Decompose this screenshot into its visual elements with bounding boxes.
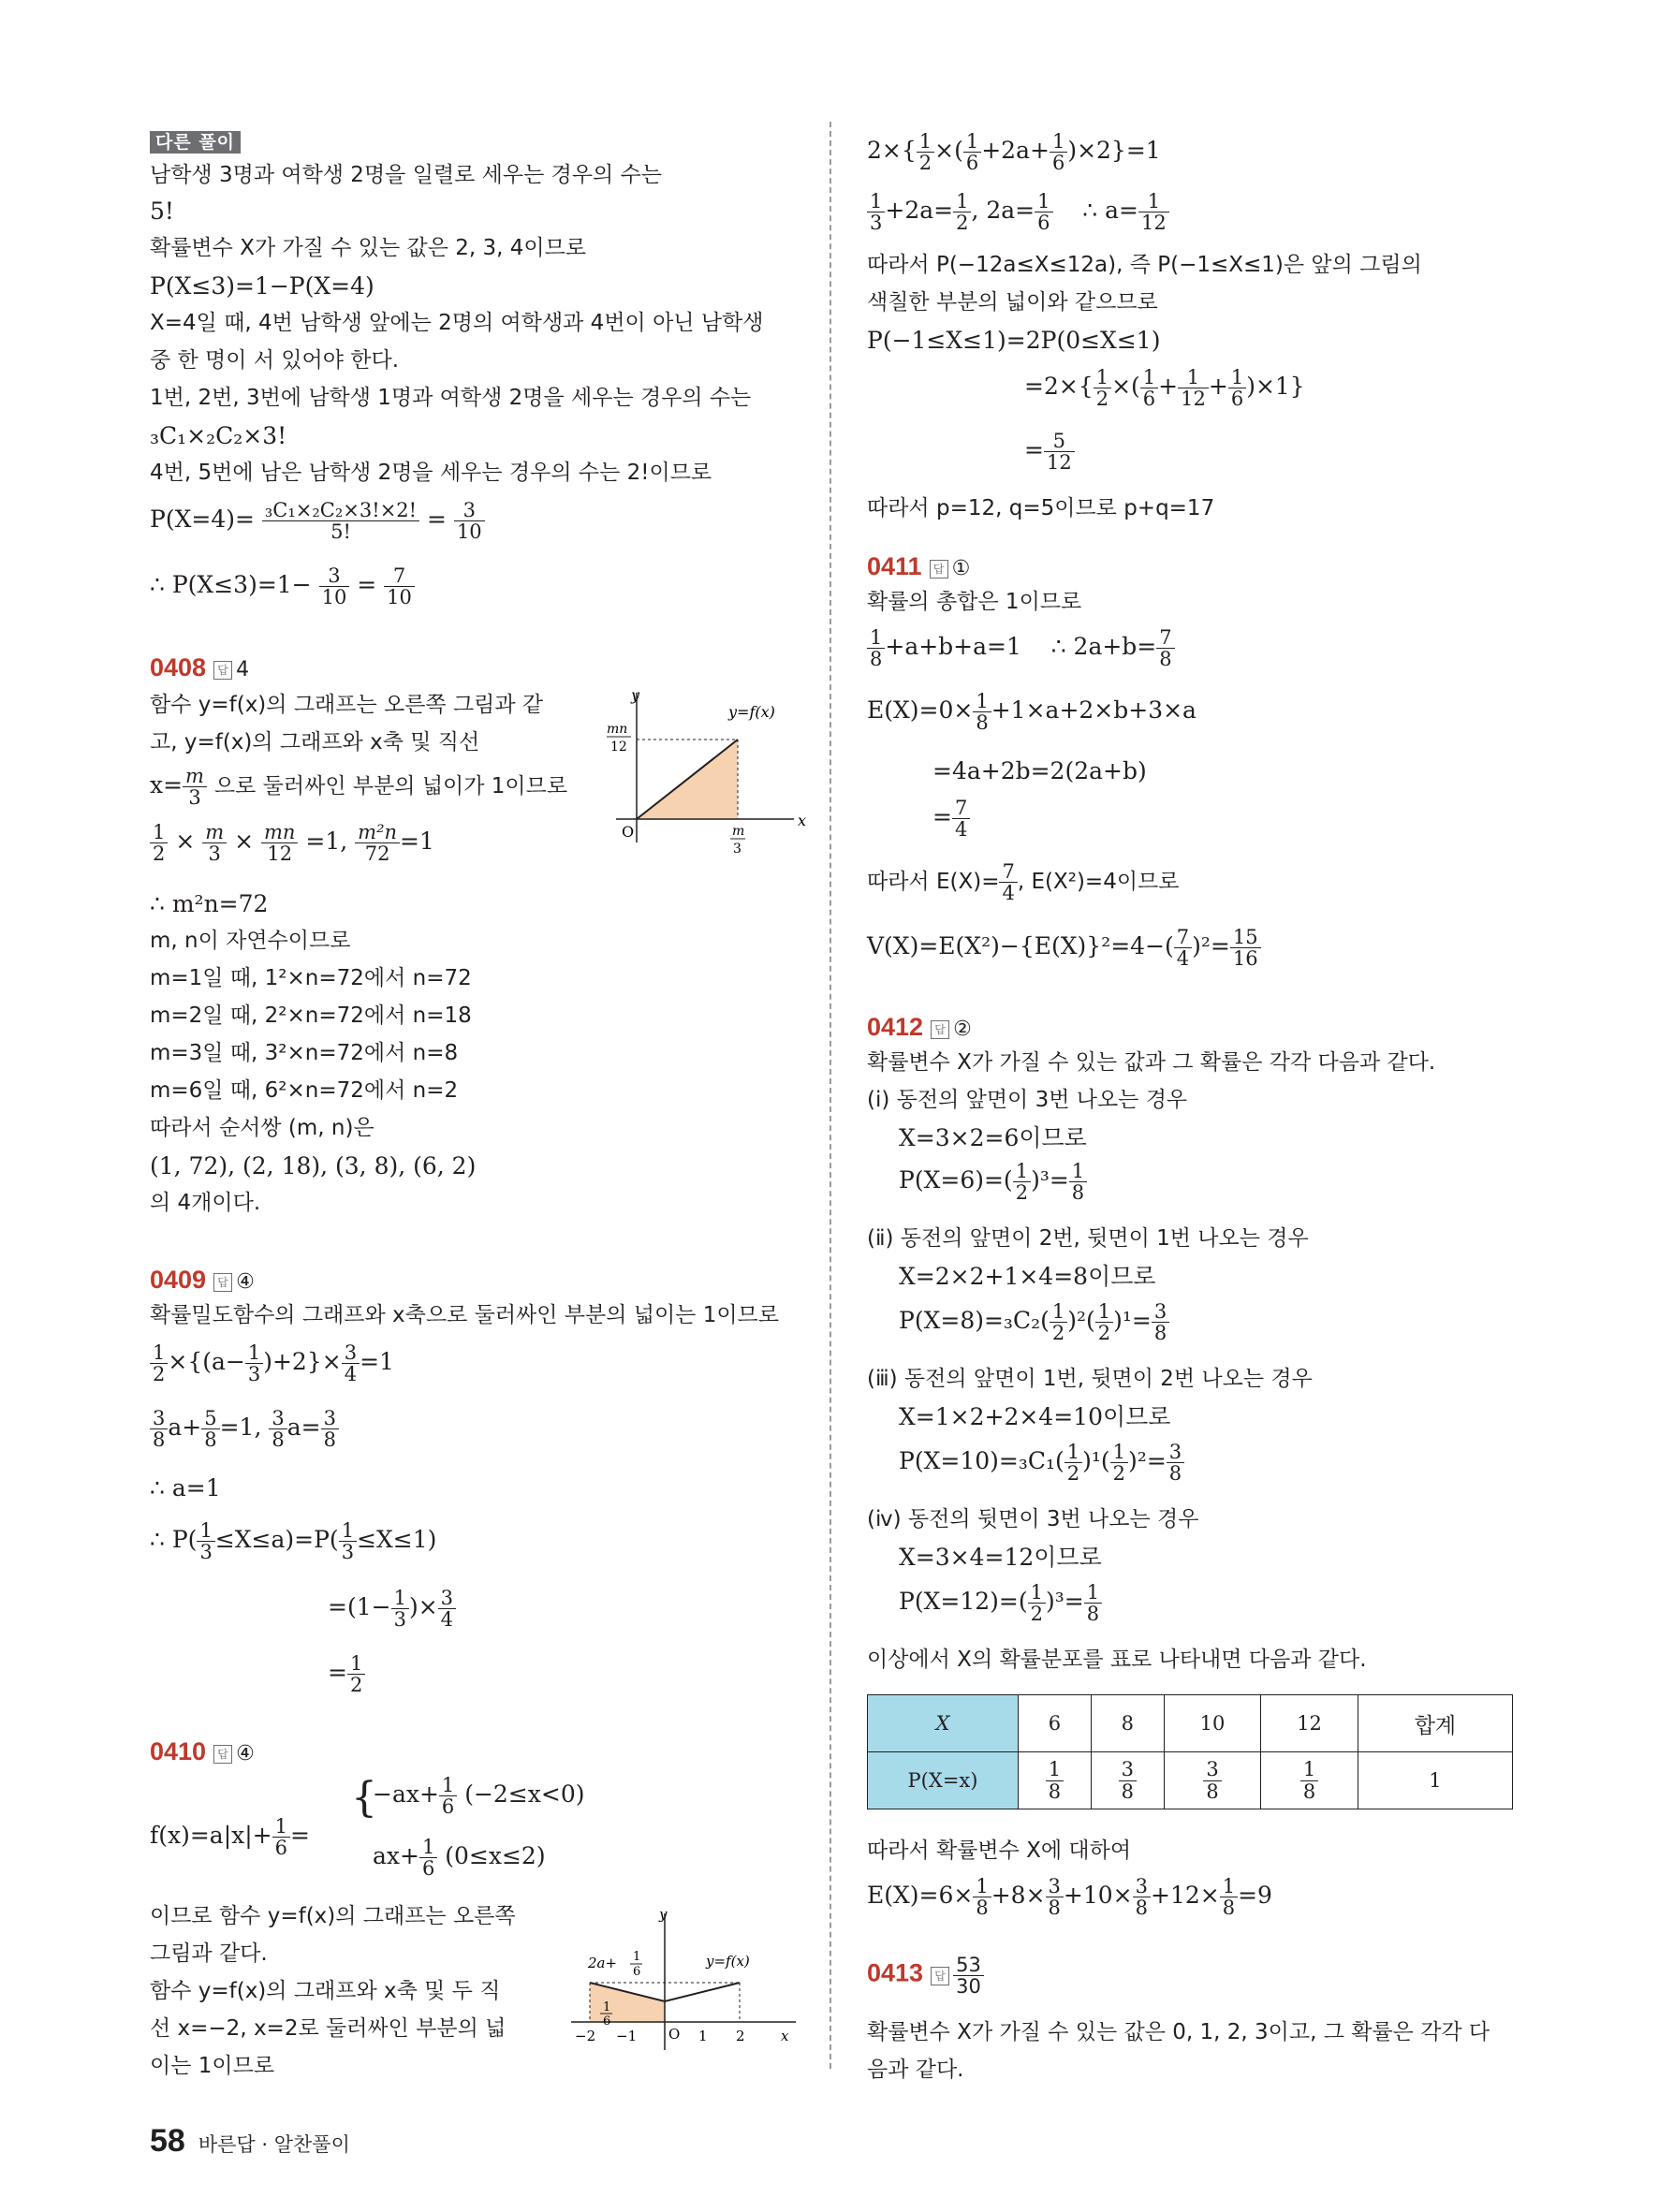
equation-p4: P(X=4)= $\frac{\text{₃C₁×₂C₂×3!×2!}}{5!}$ = $\frac{3}{10}$	[150, 500, 485, 542]
text-line: 이므로 함수 y=f(x)의 그래프는 오른쪽	[150, 1904, 516, 1928]
column-divider	[830, 122, 831, 2069]
text-line: ₃C₁×₂C₂×3!	[150, 422, 287, 449]
text-line: 5!	[150, 198, 174, 225]
y-label: y	[631, 686, 640, 704]
text-line: 확률변수 X가 가질 수 있는 값은 0, 1, 2, 3이고, 그 확률은 각각 다	[867, 2020, 1490, 2044]
table-cell: $\frac{3}{8}$	[1091, 1752, 1164, 1809]
text-line: 확률의 총합은 1이므로	[867, 590, 1082, 614]
equation: 따라서 E(X)= $\frac{7}{4}$ , E(X²)=4이므로	[867, 860, 1180, 905]
shaded-area	[590, 1983, 665, 2022]
probability-table	[867, 1694, 1513, 1809]
table-cell: $\frac{3}{8}$	[1164, 1752, 1261, 1809]
table-header-cell: 12	[1261, 1695, 1358, 1752]
equation: =(1− $\frac{1}{3}$ )× $\frac{3}{4}$	[328, 1588, 456, 1630]
text-line: 이상에서 X의 확률분포를 표로 나타내면 다음과 같다.	[867, 1648, 1367, 1672]
ytop-label: 2a+	[588, 1955, 618, 1971]
ytick-den: 12	[610, 740, 627, 754]
curve-label: y=f(x)	[728, 703, 775, 721]
text-line: X=4일 때, 4번 남학생 앞에는 2명의 여학생과 4번이 아닌 남학생	[150, 311, 764, 335]
text-line: ∴ a=1	[150, 1474, 221, 1502]
equation: = $\frac{7}{4}$	[932, 798, 970, 840]
text-line: (ⅳ) 동전의 뒷면이 3번 나오는 경우	[867, 1507, 1199, 1531]
equation: $\frac{3}{8}$ a+ $\frac{5}{8}$ =1, $\frac{3}{8}$ a= $\frac{3}{8}$	[150, 1408, 339, 1450]
equation: = $\frac{1}{2}$	[328, 1653, 365, 1695]
problem-0412-header: 0412 답 ②	[867, 1013, 972, 1041]
text-line: m=2일 때, 2²×n=72에서 n=18	[150, 1003, 472, 1028]
equation: ∴ P( $\frac{1}{3}$ ≤X≤a)=P( $\frac{1}{3}$ ≤X≤1)	[150, 1519, 437, 1564]
text-line: 함수 y=f(x)의 그래프와 x축 및 두 직	[150, 1979, 501, 2003]
alt-solution-tag: 다른 풀이	[150, 127, 241, 154]
text-line: m=3일 때, 3²×n=72에서 n=8	[150, 1041, 459, 1065]
text-line: 확률변수 X가 가질 수 있는 값은 2, 3, 4이므로	[150, 236, 587, 260]
text-line: 확률변수 X가 가질 수 있는 값과 그 확률은 각각 다음과 같다.	[867, 1050, 1436, 1075]
text-line: 그림과 같다.	[150, 1941, 268, 1966]
table-header-cell: 8	[1091, 1695, 1164, 1752]
equation: 2×{ $\frac{1}{2}$ ×( $\frac{1}{6}$ +2a+ $\frac{1}{6}$ )×2}=1	[867, 130, 1161, 175]
table-cell: $\frac{1}{8}$	[1019, 1752, 1092, 1809]
graph-0410	[562, 1900, 805, 2069]
equation: =2×{ $\frac{1}{2}$ ×( $\frac{1}{6}$ + $\frac{1}{12}$ + $\frac{1}{6}$ )×1}	[1024, 366, 1305, 411]
problem-0408-header: 0408 답 4	[150, 653, 250, 681]
xtick-num: m	[732, 824, 745, 839]
equation: P(X=10)=₃C₁( $\frac{1}{2}$ )¹( $\frac{1}{2}$ )²= $\frac{3}{8}$	[899, 1442, 1184, 1484]
table-header-cell: 6	[1019, 1695, 1092, 1752]
text-line: (ⅲ) 동전의 앞면이 1번, 뒷면이 2번 나오는 경우	[867, 1367, 1313, 1391]
equation: $\frac{1}{3}$ +2a= $\frac{1}{2}$ , 2a= $\frac{1}{6}$ ∴ a= $\frac{1}{12}$	[867, 191, 1169, 233]
text-line: X=2×2+1×4=8이므로	[899, 1263, 1156, 1290]
table-header-cell: X	[868, 1695, 1019, 1752]
xtick: 2	[736, 2028, 745, 2044]
equation: V(X)=E(X²)−{E(X)}²=4−( $\frac{7}{4}$ )²= $\frac{15}{16}$	[867, 927, 1261, 969]
equation: = $\frac{5}{12}$	[1024, 431, 1075, 473]
text-line: 선 x=−2, x=2로 둘러싸인 부분의 넓	[150, 2016, 507, 2041]
text-line: 음과 같다.	[867, 2058, 964, 2082]
page-number: 58	[150, 2123, 185, 2159]
text-line: 따라서 p=12, q=5이므로 p+q=17	[867, 496, 1215, 520]
text-line: 중 한 명이 서 있어야 한다.	[150, 348, 400, 373]
xtick: −2	[575, 2028, 596, 2044]
equation: E(X)=6× $\frac{1}{8}$ +8× $\frac{3}{8}$ +10× $\frac{3}{8}$ +12× $\frac{1}{8}$ =9	[867, 1875, 1272, 1920]
x-label: x	[781, 2028, 789, 2044]
table-cell: 1	[1358, 1752, 1512, 1809]
text-line: 따라서 P(−12a≤X≤12a), 즉 P(−1≤X≤1)은 앞의 그림의	[867, 253, 1422, 277]
origin-label: O	[622, 823, 635, 841]
text-line: (1, 72), (2, 18), (3, 8), (6, 2)	[150, 1152, 477, 1179]
problem-0410-header: 0410 답 ④	[150, 1737, 255, 1765]
text-line: 4번, 5번에 남은 남학생 2명을 세우는 경우의 수는 2!이므로	[150, 461, 712, 485]
ytick-num: mn	[607, 722, 628, 737]
xtick: −1	[616, 2028, 638, 2044]
equation: =4a+2b=2(2a+b)	[932, 757, 1147, 784]
ytop-frac-num: 1	[633, 1950, 641, 1964]
graph-0408	[607, 683, 813, 871]
text-line: X=3×2=6이므로	[899, 1124, 1087, 1151]
text-line: P(X≤3)=1−P(X=4)	[150, 272, 374, 300]
y-label: y	[659, 1906, 668, 1923]
text-line: (ⅱ) 동전의 앞면이 2번, 뒷면이 1번 나오는 경우	[867, 1226, 1309, 1251]
equation-final: ∴ P(X≤3)=1− $\frac{3}{10}$ = $\frac{7}{10}$	[150, 565, 415, 608]
equation: $\frac{1}{2}$ ×{(a− $\frac{1}{3}$ )+2}× $\frac{3}{4}$ =1	[150, 1342, 394, 1384]
text-line: X=3×4=12이므로	[899, 1544, 1102, 1571]
xtick: 1	[698, 2028, 708, 2044]
text-line: m=6일 때, 6²×n=72에서 n=2	[150, 1078, 459, 1103]
brace: {	[351, 1774, 377, 1822]
text-line: m, n이 자연수이므로	[150, 929, 351, 953]
xtick-den: 3	[733, 842, 741, 857]
text-line: m=1일 때, 1²×n=72에서 n=72	[150, 966, 472, 990]
piecewise-case-2: ax+ $\frac{1}{6}$ (0≤x≤2)	[373, 1836, 546, 1881]
text-line: 이는 1이므로	[150, 2054, 275, 2078]
equation: P(X=6)=( $\frac{1}{2}$ )³= $\frac{1}{8}$	[899, 1161, 1087, 1203]
text-line: 따라서 순서쌍 (m, n)은	[150, 1116, 374, 1140]
text-line: X=1×2+2×4=10이므로	[899, 1403, 1171, 1430]
page-footer	[150, 2123, 350, 2160]
equation: P(X=8)=₃C₂( $\frac{1}{2}$ )²( $\frac{1}{2}$ )¹= $\frac{3}{8}$	[899, 1301, 1169, 1343]
equation: $\frac{1}{8}$ +a+b+a=1 ∴ 2a+b= $\frac{7}{8}$	[867, 627, 1175, 669]
problem-0413-header: 0413 답 $\frac{53}{30}$	[867, 1955, 984, 1997]
text-line: ∴ m²n=72	[150, 890, 269, 917]
table-cell: $\frac{1}{8}$	[1261, 1752, 1358, 1809]
x-label: x	[798, 812, 807, 829]
problem-0409-header: 0409 답 ④	[150, 1266, 255, 1294]
ytop-frac-den: 6	[633, 1965, 641, 1979]
problem-0411-header: 0411 답 ①	[867, 552, 971, 580]
text-line: 의 4개이다.	[150, 1191, 261, 1215]
text-line: 1번, 2번, 3번에 남학생 1명과 여학생 2명을 세우는 경우의 수는	[150, 386, 752, 410]
text-line: 고, y=f(x)의 그래프와 x축 및 직선	[150, 730, 480, 754]
piecewise-case-1: −ax+ $\frac{1}{6}$ (−2≤x<0)	[373, 1774, 585, 1819]
text-line: 남학생 3명과 여학생 2명을 일렬로 세우는 경우의 수는	[150, 163, 663, 187]
yint-frac-num: 1	[603, 2000, 611, 2014]
equation: P(X=12)=( $\frac{1}{2}$ )³= $\frac{1}{8}$	[899, 1582, 1102, 1624]
text-line: 색칠한 부분의 넓이와 같으므로	[867, 290, 1158, 315]
equation-area-0408: $\frac{1}{2}$ × $\frac{m}{3}$ × $\frac{mn}{12}$ =1, $\frac{\text{m²n}}{72}$ =1	[150, 822, 434, 864]
text-line: 함수 y=f(x)의 그래프는 오른쪽 그림과 같	[150, 693, 544, 717]
equation-piecewise: f(x)=a|x|+ $\frac{1}{6}$ =	[150, 1815, 310, 1860]
text-line: (ⅰ) 동전의 앞면이 3번 나오는 경우	[867, 1088, 1188, 1112]
table-header-cell: 합계	[1358, 1695, 1512, 1752]
table-header-cell: 10	[1164, 1695, 1261, 1752]
text-line: 따라서 확률변수 X에 대하여	[867, 1838, 1132, 1863]
text-line: 확률밀도함수의 그래프와 x축으로 둘러싸인 부분의 넓이는 1이므로	[150, 1303, 779, 1327]
curve-label: y=f(x)	[706, 1953, 750, 1970]
yint-frac-den: 6	[603, 2014, 611, 2029]
equation: E(X)=0× $\frac{1}{8}$ +1×a+2×b+3×a	[867, 690, 1197, 735]
origin-label: O	[668, 2026, 681, 2043]
equation: P(−1≤X≤1)=2P(0≤X≤1)	[867, 327, 1161, 354]
text-line: x= $\frac{m}{3}$ 으로 둘러싸인 부분의 넓이가 1이므로	[150, 765, 568, 810]
footer-label: 바른답 · 알찬풀이	[198, 2133, 350, 2156]
table-row-label: P(X=x)	[868, 1752, 1019, 1809]
